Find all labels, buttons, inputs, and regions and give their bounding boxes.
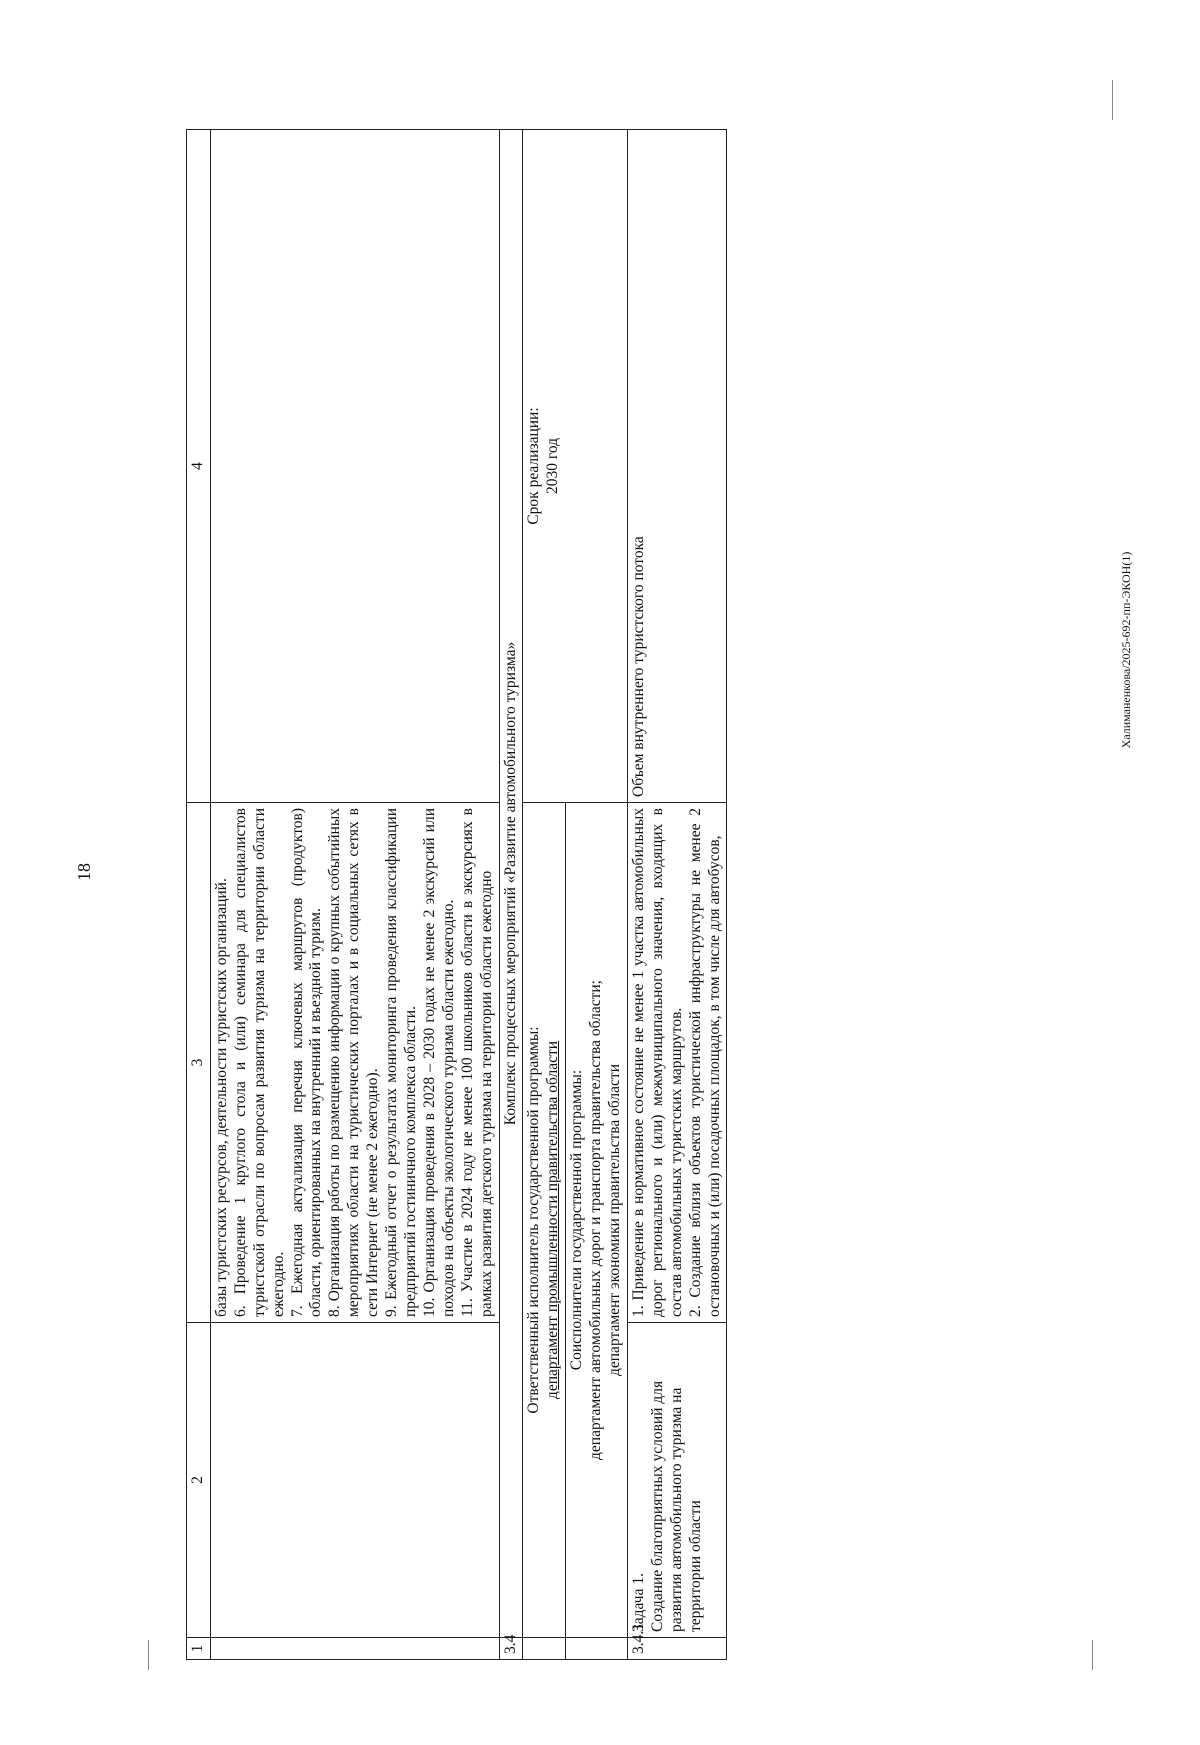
- document-id-footer: Халиманенкова/2025-692-пп-ЭКОН(1): [1119, 551, 1133, 749]
- continued-col-2: [210, 1323, 499, 1638]
- rotated-table-container: [186, 130, 1200, 1660]
- scan-mark: [148, 1640, 149, 1670]
- header-col-1: 1: [187, 1638, 211, 1660]
- activity-item: 2. Создание вблизи объектов туристической инфраструктуры не менее 2 остановочных и (или) посадочных площадок, в том числе для автобусов,: [686, 808, 723, 1317]
- header-col-2: 2: [187, 1323, 211, 1638]
- responsible-executor: [523, 803, 566, 1638]
- section-title: Комплекс процессных мероприятий «Развитие автомобильного туризма»: [499, 130, 523, 1638]
- scan-mark: [1112, 80, 1113, 120]
- activity-item: 11. Участие в 2024 году не менее 100 школьников области в экскурсиях в рамках развития детского туризма на территории области ежегодно: [458, 808, 495, 1317]
- term-value: 2030 год: [544, 437, 562, 495]
- table-header-row: [187, 130, 211, 1660]
- section-title-row: [499, 130, 523, 1660]
- task-number: 3.4.1: [627, 1638, 727, 1660]
- activity-item: базы туристских ресурсов, деятельности туристских организаций.: [212, 878, 230, 1317]
- activity-item: 8. Организация работы по размещению информации о крупных событийных мероприятиях области на туристических порталах и в социальных сетях в сети Интернет (не менее 2 ежегодно).: [326, 808, 382, 1317]
- page-number: 18: [74, 863, 94, 881]
- task-indicator: Объем внутреннего туристского потока: [627, 130, 727, 803]
- responsible-col-1: [523, 1638, 566, 1660]
- coexecutors-line-2: департамент экономики правительства области: [606, 1064, 624, 1376]
- task-row: [627, 130, 727, 1660]
- coexecutors-col-1: [566, 1638, 628, 1660]
- activity-item: 7. Ежегодная актуализация перечня ключевых маршрутов (продуктов) области, ориентированных на внутренний и въездной туризм.: [288, 808, 325, 1317]
- program-table: [186, 129, 727, 1660]
- task-text: Создание благоприятных условий для развития автомобильного туризма на территории области: [648, 1380, 704, 1632]
- responsible-row: [523, 130, 566, 1660]
- activity-item: 6. Проведение 1 круглого стола и (или) семинара для специалистов туристской отрасли по вопросам развития туризма на территории области ежегодно.: [231, 808, 287, 1317]
- coexecutors-cell: [566, 803, 628, 1638]
- header-col-4: 4: [187, 130, 211, 803]
- main-table-area: [186, 130, 1200, 1660]
- activity-item: 1. Приведение в нормативное состояние не менее 1 участка автомобильных дорог регионального и (или) межмуниципального значения, входящих в состав автомобильных туристских маршрутов.: [629, 808, 685, 1317]
- term-cell: [523, 130, 628, 803]
- responsible-label: Ответственный исполнитель государственной программы:: [525, 1026, 543, 1414]
- task-label: Задача 1.: [629, 1573, 647, 1632]
- section-number: 3.4: [499, 1638, 523, 1660]
- continued-col-4: [210, 130, 499, 803]
- continued-col-3: [210, 803, 499, 1323]
- term-label: Срок реализации:: [525, 407, 543, 525]
- coexecutors-label: Соисполнители государственной программы:: [568, 1069, 586, 1371]
- task-activities: [627, 803, 727, 1323]
- coexecutors-line-1: департамент автомобильных дорог и транспорта правительства области;: [587, 980, 605, 1460]
- continued-col-1: [210, 1638, 499, 1660]
- activity-item: 10. Организация проведения в 2028 – 2030 годах не менее 2 экскурсий или походов на объекты экологического туризма области ежегодно.: [420, 808, 457, 1317]
- header-col-3: 3: [187, 803, 211, 1323]
- activity-item: 9. Ежегодный отчет о результатах мониторинга проведения классификации предприятий гостиничного комплекса области.: [383, 808, 419, 1317]
- continued-row: [210, 130, 499, 1660]
- responsible-value: департамент промышленности правительства области: [544, 1040, 562, 1400]
- task-description: [627, 1323, 727, 1638]
